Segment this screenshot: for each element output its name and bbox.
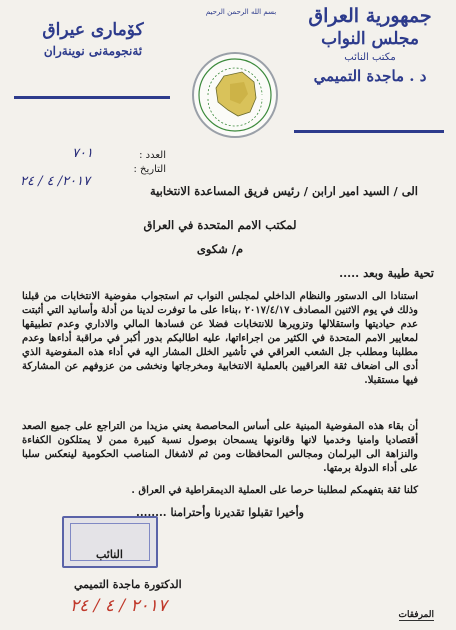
recipient-office: لمكتب الامم المتحدة في العراق — [143, 218, 297, 232]
number-handwritten: ٧٠١ — [72, 146, 93, 161]
letterhead-country: جمهورية العراق — [308, 5, 432, 27]
letterhead-country-kurdish: كۆمارى عيراق — [42, 20, 144, 40]
paragraph-text: استنادا الى الدستور والنظام الداخلي لمجلس النواب تم استجواب مفوضية الانتخابات من قبلنا وذلك في يوم الاثنين المصادف ٢٠١٧/٤/١٧ ،بناءا على ما توفرت لدينا من أدلة وأسانيد التي أثبتت عدم حياديتها واستقلالها وتزويرها للانتخابات فضلا عن فسادها المالي والاداري وعدم تطبيقها لمعايير الامم المتحدة في الكثير من اجراءاتها، عليه اطالبكم بدور أكبر في مراقبة أداءها وعدم مطلبنا ومطلب جل الشعب العراقي في تأشير الخلل المشار اليه في أداء هذه المفوضية الذي أدى الى اضعاف ثقة العراقيين بالعملية الانتخابية ومخرجاتها ونخشى من عزوفهم عن المشاركة فيها مستقبلا. — [22, 291, 418, 386]
parliament-logo — [192, 52, 278, 138]
kurdish-letterhead — [18, 18, 168, 60]
paragraph-3 — [22, 484, 418, 498]
closing-line: وأخيرا تقبلوا تقديرنا وأحترامنا ........ — [135, 506, 304, 519]
letterhead-parliament: مجلس النواب — [321, 29, 419, 49]
paragraph-text: أن بقاء هذه المفوضية المبنية على أساس المحاصصة يعني مزيدا من التراجع على جميع الصعد أقتصاديا وامنيا وخدميا لانها وقانونها يسمحان بوصول نسبة كبيرة ممن لا يمتلكون الكفاءة والنزاهة الى البرلمان ومجالس المحافظات ومن ثم لاشغال المناصب الحكومية لينعكس سلبا على أداء الدولة برمتها. — [22, 421, 418, 474]
date-label: التاريخ : — [133, 164, 166, 175]
letterhead-mp-name: د . ماجدة التميمي — [313, 67, 427, 85]
letterhead-office: مكتب النائب — [344, 52, 396, 63]
paragraph-2 — [22, 420, 418, 476]
iraq-map-emblem-icon — [194, 54, 276, 136]
signatory-name: الدكتورة ماجدة التميمي — [74, 578, 182, 591]
signature-date-handwritten: ٢٠١٧ / ٤ / ٢٤ — [70, 596, 168, 616]
attachments-label: المرفقات — [398, 610, 434, 620]
header-rule-left — [14, 96, 170, 99]
letterhead-parliament-kurdish: ئةنجومةنى نوينةران — [43, 44, 143, 58]
greeting: تحية طيبة وبعد ..... — [339, 266, 434, 280]
recipient-line: الى / السيد امير ارابن / رئيس فريق المساعدة الانتخابية — [150, 184, 418, 198]
header-rule-right — [294, 130, 444, 133]
paragraph-text: كلنا ثقة بتفهمكم لمطلبنا حرصا على العملية الديمقراطية في العراق . — [131, 485, 418, 496]
paragraph-1 — [22, 290, 418, 388]
subject-line: م/ شكوى — [196, 242, 244, 256]
basmala: بسم الله الرحمن الرحيم — [205, 8, 277, 16]
arabic-letterhead — [294, 4, 446, 86]
signature-title: النائب — [96, 548, 123, 561]
number-label: العدد : — [139, 150, 166, 161]
date-handwritten: ٢٠١٧/ ٤ / ٢٤ — [20, 174, 91, 189]
letter-number — [46, 150, 166, 161]
